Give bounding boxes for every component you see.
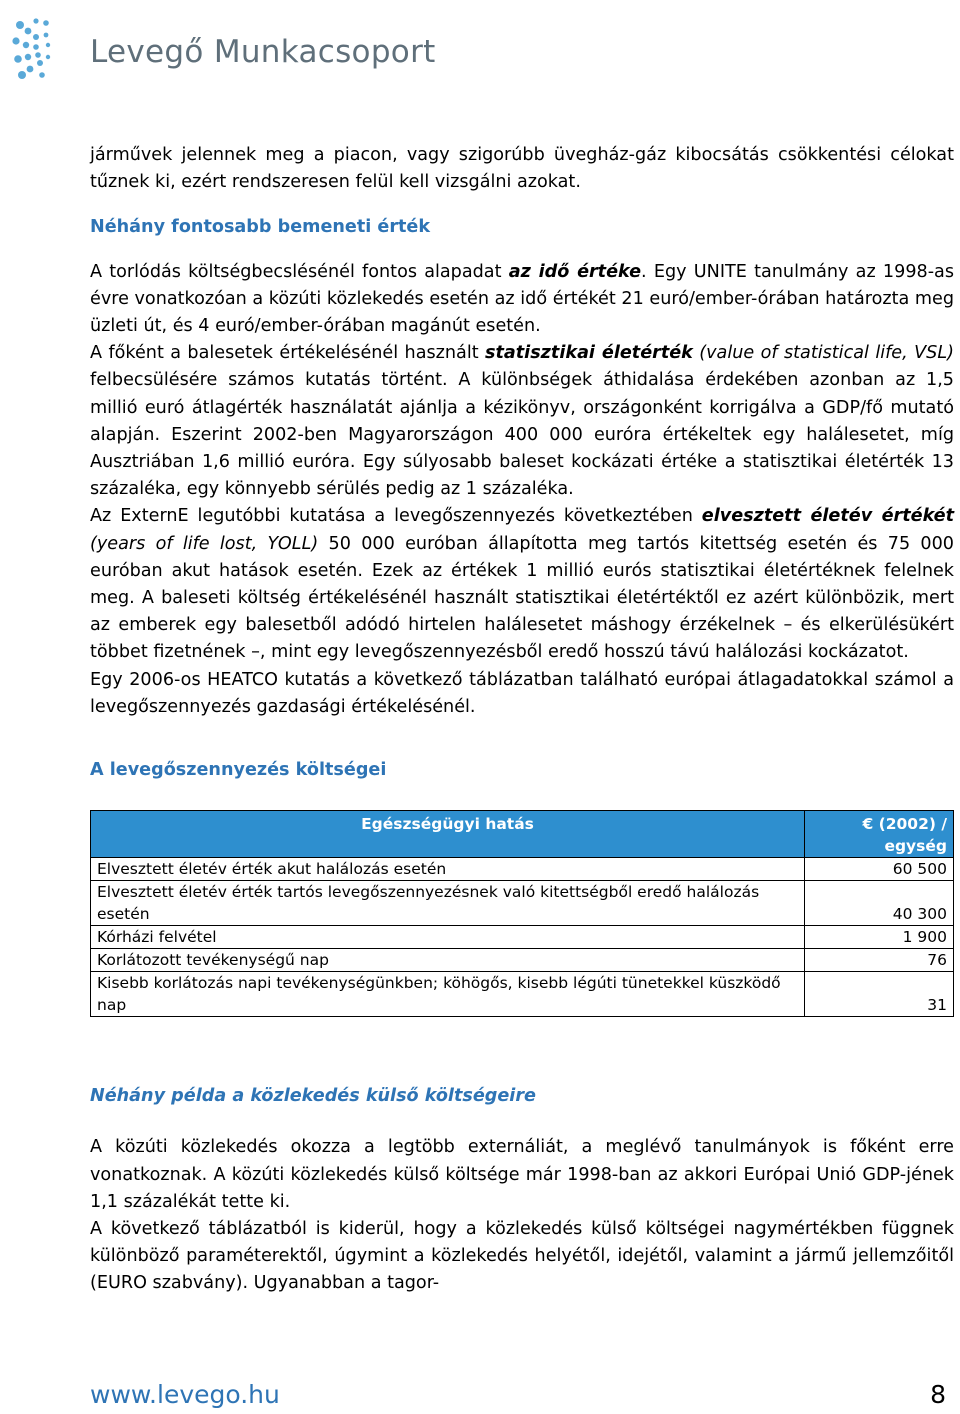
page-number: 8 (930, 1380, 946, 1409)
table-row (91, 926, 954, 949)
table-cell-label: Kisebb korlátozás napi tevékenységünkben; köhögős, kisebb légúti tünetekkel küszködő nap (91, 972, 805, 1017)
heading-transport-external-costs: Néhány példa a közlekedés külső költségeire (90, 1086, 536, 1107)
table-header-impact: Egészségügyi hatás (91, 811, 805, 858)
table-cell-value: 31 (805, 972, 954, 1017)
paragraph-road-transport: A közúti közlekedés okozza a legtöbb externáliát, a meglévő tanulmányok is főként erre vonatkoznak. A közúti közlekedés külső költsége már 1998-ban az akkori Európai Unió GDP-jének 1,1 százalékát tette ki. (90, 1137, 954, 1212)
paragraph-time-value: A torlódás költségbecslésénél fontos alapadat az idő értéke. Egy UNITE tanulmány az 1998-as évre vonatkozóan a közúti közlekedés esetén az idő értékét 21 euró/ember-órában határozta meg üzleti út, és 4 euró/ember-órában magánút esetén. (90, 261, 955, 337)
dots-burst-icon (12, 17, 86, 87)
table-cell-label: Korlátozott tevékenységű nap (91, 949, 805, 972)
table-cell-label: Elvesztett életév érték tartós levegőszennyezésnek való kitettségből eredő halálozás esetén (91, 881, 805, 926)
table-row (91, 881, 954, 926)
paragraph-heatco: Egy 2006-os HEATCO kutatás a következő táblázatban található európai átlagadatokkal számol a levegőszennyezés gazdasági értékelésénél. (90, 669, 954, 717)
document-body (90, 142, 954, 1298)
table-cell-value: 1 900 (805, 926, 954, 949)
paragraph-vsl: A főként a balesetek értékelésénél használt statisztikai életérték (value of statistical life, VSL) felbecsülésére számos kutatás történt. A különbségek áthidalása érdekében azonban az 1,5 millió euró átlagérték használatát ajánlja a kézikönyv, országonként korrigálva a GDP/fő mutató alapján. Eszerint 2002-ben Magyarországon 400 000 euróra értékeltek egy halálesetet, míg Ausztriában 1,6 millió euróra. Egy súlyosabb baleset kockázati értéke a statisztikai életérték 13 százaléka, egy könnyebb sérülés pedig az 1 százaléka. (90, 343, 954, 500)
paragraph-externe: Az ExternE legutóbbi kutatása a levegőszennyezés következtében elvesztett életév értékét (years of life lost, YOLL) 50 000 euróban állapította meg tartós kitettség esetén és 75 000 euróban akut hatások esetén. Ezek az értékek 1 millió eurós statisztikai életértéknek felelnek meg. A baleseti költség értékelésénél használt statisztikai életértéktől ez azért különbözik, mert az emberek egy balesetből adódó hirtelen halálesetet máshogy érzékelnek – és elkerülésükért többet fizetnének –, mint egy levegőszennyezésből eredő hosszú távú halálozási kockázatot. (90, 506, 955, 663)
table-cell-label: Kórházi felvétel (91, 926, 805, 949)
health-costs-table (90, 810, 954, 1017)
table-cell-value: 76 (805, 949, 954, 972)
table-header-unit: € (2002) / egység (805, 811, 954, 858)
table-header-row (91, 811, 954, 858)
logo (12, 12, 436, 92)
heading-input-values: Néhány fontosabb bemeneti érték (90, 217, 431, 238)
paragraph-intro: járművek jelennek meg a piacon, vagy szigorúbb üvegház-gáz kibocsátás csökkentési célokat tűznek ki, ezért rendszeresen felül kell vizsgálni azokat. (90, 145, 954, 193)
footer-url[interactable]: www.levego.hu (90, 1380, 280, 1409)
table-cell-label: Elvesztett életév érték akut halálozás esetén (91, 858, 805, 881)
logo-text: Levegő Munkacsoport (90, 34, 436, 70)
table-cell-value: 40 300 (805, 881, 954, 926)
table-row (91, 858, 954, 881)
heading-air-pollution-costs: A levegőszennyezés költségei (90, 760, 387, 781)
table-row (91, 949, 954, 972)
paragraph-parameters: A következő táblázatból is kiderül, hogy a közlekedés külső költségei nagymértékben függnek különböző paraméterektől, úgymint a közlekedés helyétől, idejétől, valamint a jármű jellemzőitől (EURO szabvány). Ugyanabban a tagor- (90, 1219, 954, 1294)
table-cell-value: 60 500 (805, 858, 954, 881)
table-row (91, 972, 954, 1017)
